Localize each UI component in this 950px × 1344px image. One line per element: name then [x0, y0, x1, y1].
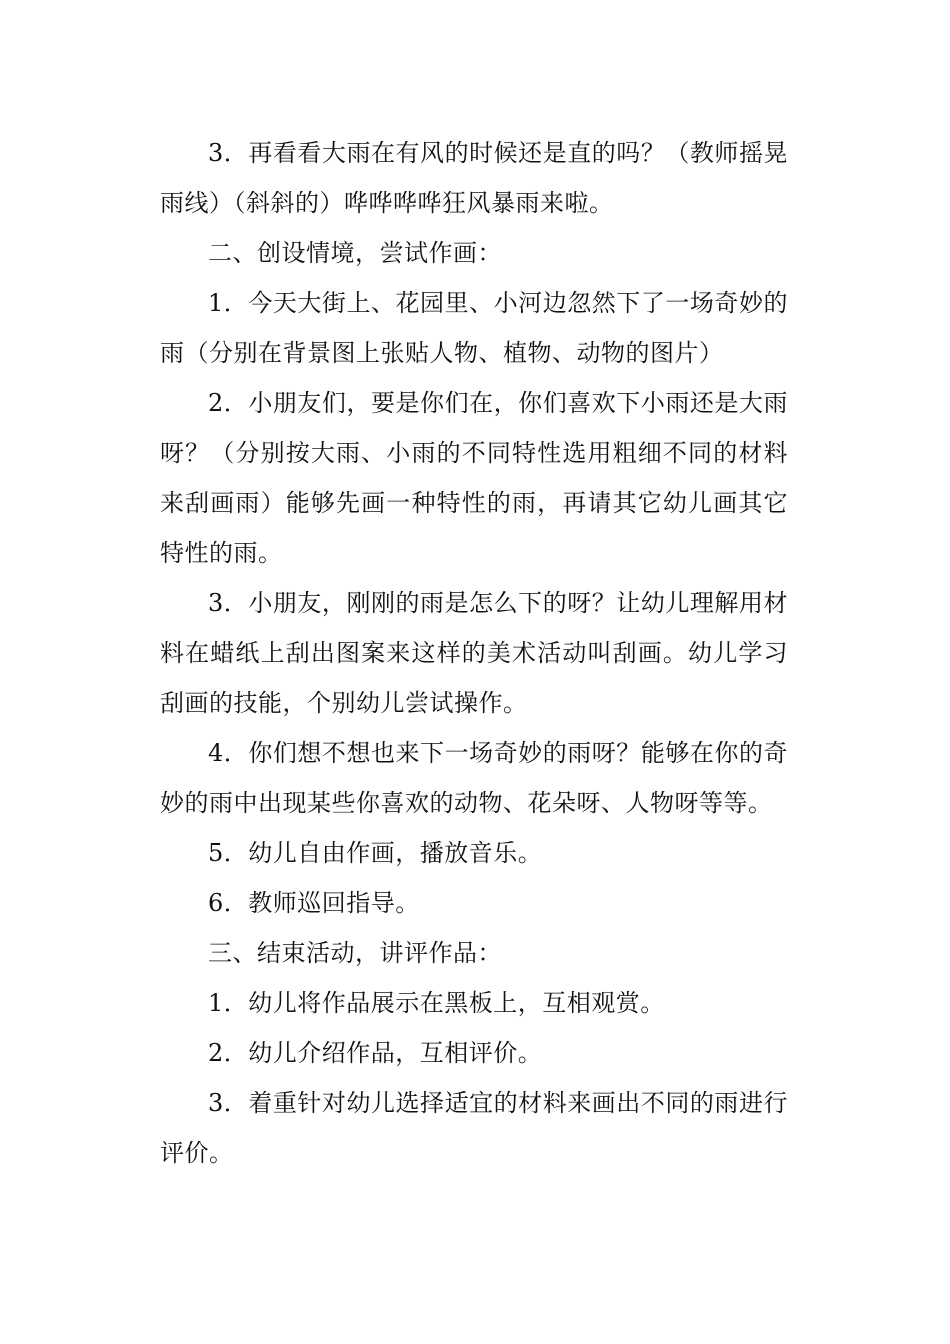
paragraph-end-3-evaluate: 3．着重针对幼儿选择适宜的材料来画出不同的雨进行评价。: [160, 1089, 788, 1167]
paragraph-step-6-teacher-guidance: 6．教师巡回指导。: [208, 889, 420, 917]
paragraph-end-2-introduce: 2．幼儿介绍作品，互相评价。: [208, 1039, 543, 1067]
paragraph-step-4-make-rain: 4．你们想不想也来下一场奇妙的雨呀？能够在你的奇妙的雨中出现某些你喜欢的动物、花朵呀、人物呀等等。: [160, 739, 788, 817]
paragraph-step-1-magic-rain: 1．今天大街上、花园里、小河边忽然下了一场奇妙的雨（分别在背景图上张贴人物、植物、动物的图片）: [160, 289, 788, 367]
paragraph-step-2-choose-rain: 2．小朋友们，要是你们在，你们喜欢下小雨还是大雨呀？（分别按大雨、小雨的不同特性选用粗细不同的材料来刮画雨）能够先画一种特性的雨，再请其它幼儿画其它特性的雨。: [160, 389, 788, 567]
section-heading-create-scene: 二、创设情境，尝试作画：: [208, 239, 502, 267]
section-heading-end-activity: 三、结束活动，讲评作品：: [208, 939, 502, 967]
paragraph-step-3-wind-rain: 3．再看看大雨在有风的时候还是直的吗？（教师摇晃雨线）（斜斜的）哗哗哗哗狂风暴雨来啦。: [160, 139, 788, 217]
document-body: [160, 128, 788, 1178]
paragraph-step-3-scratch-art: 3．小朋友，刚刚的雨是怎么下的呀？让幼儿理解用材料在蜡纸上刮出图案来这样的美术活动叫刮画。幼儿学习刮画的技能，个别幼儿尝试操作。: [160, 589, 788, 717]
paragraph-step-5-free-drawing: 5．幼儿自由作画，播放音乐。: [208, 839, 543, 867]
paragraph-end-1-display: 1．幼儿将作品展示在黑板上，互相观赏。: [208, 989, 665, 1017]
